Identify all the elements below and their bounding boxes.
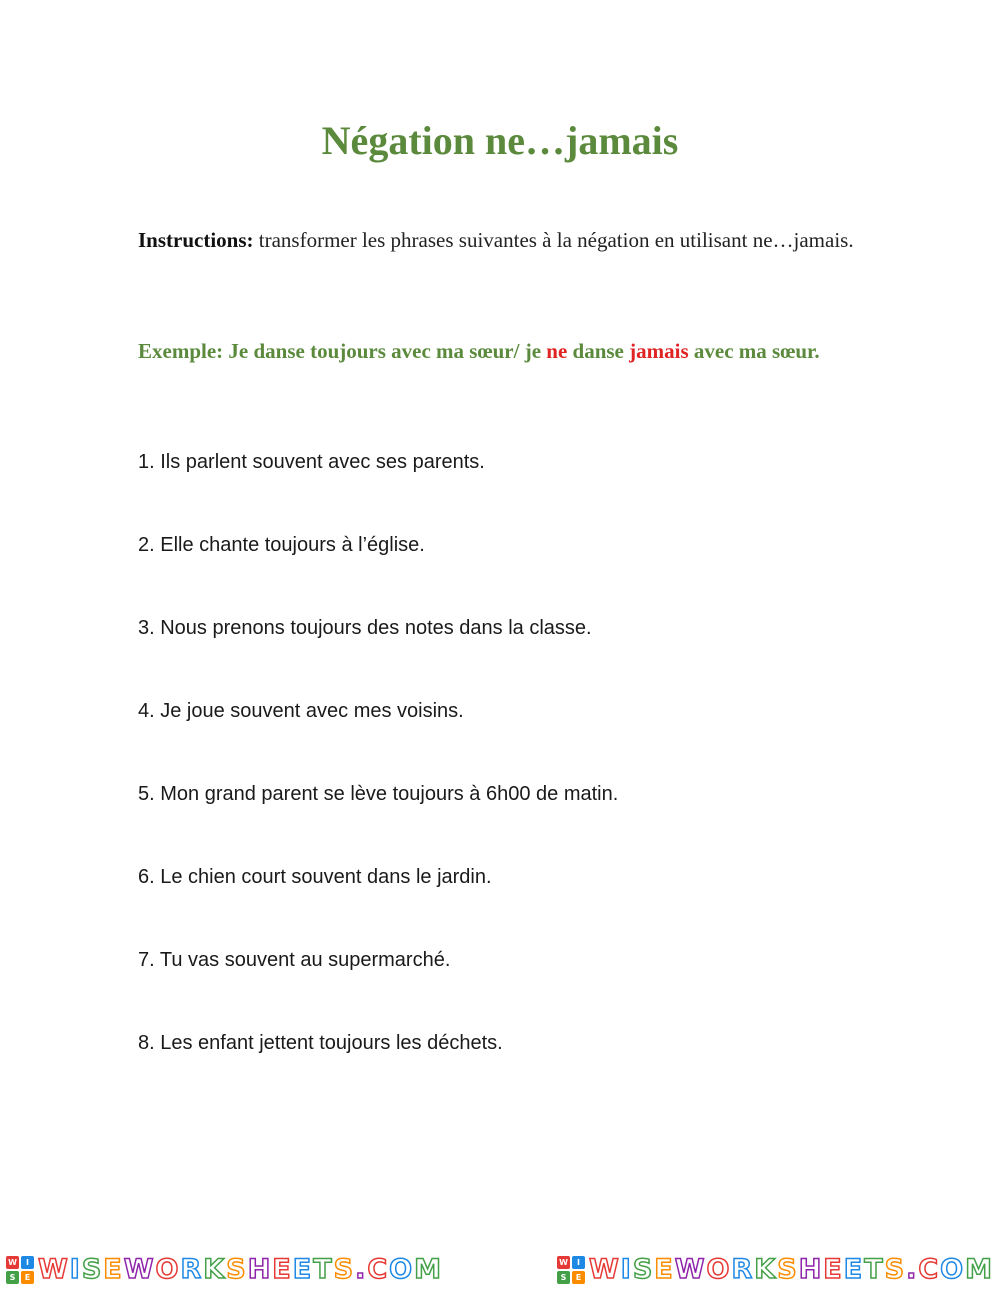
brand-left	[6, 1253, 443, 1287]
exercise-item-5: 5. Mon grand parent se lève toujours à 6h00 de matin.	[138, 783, 619, 805]
brand-wordmark: WISEWORKSHEETS.COM	[38, 1254, 443, 1285]
exercise-item-6: 6. Le chien court souvent dans le jardin.	[138, 866, 492, 888]
logo-icon	[6, 1256, 34, 1284]
example-part-2: danse	[567, 339, 630, 363]
instructions-label: Instructions:	[138, 228, 254, 252]
brand-wordmark: WISEWORKSHEETS.COM	[589, 1254, 994, 1285]
exercise-item-8: 8. Les enfant jettent toujours les déchets.	[138, 1032, 503, 1054]
exercise-item-1: 1. Ils parlent souvent avec ses parents.	[138, 451, 485, 473]
logo-cell: E	[21, 1271, 34, 1284]
logo-icon	[557, 1256, 585, 1284]
logo-cell: E	[572, 1271, 585, 1284]
example-part-1: Exemple: Je danse toujours avec ma sœur/ je	[138, 339, 547, 363]
logo-cell: S	[557, 1271, 570, 1284]
footer-banner	[0, 1252, 1000, 1288]
example-negation-ne: ne	[546, 339, 568, 363]
logo-cell: I	[21, 1256, 34, 1269]
exercise-item-4: 4. Je joue souvent avec mes voisins.	[138, 700, 464, 722]
example-sentence	[138, 337, 868, 366]
page-title: Négation ne…jamais	[321, 118, 679, 163]
example-part-3: avec ma sœur.	[688, 339, 820, 363]
instructions-paragraph	[138, 226, 878, 255]
exercise-item-2: 2. Elle chante toujours à l’église.	[138, 534, 425, 556]
exercise-item-3: 3. Nous prenons toujours des notes dans la classe.	[138, 617, 592, 639]
logo-cell: S	[6, 1271, 19, 1284]
brand-right	[557, 1253, 994, 1287]
logo-cell: W	[6, 1256, 19, 1269]
logo-cell: W	[557, 1256, 570, 1269]
logo-cell: I	[572, 1256, 585, 1269]
exercise-list	[138, 448, 898, 1112]
instructions-text: transformer les phrases suivantes à la négation en utilisant ne…jamais.	[253, 228, 854, 252]
exercise-item-7: 7. Tu vas souvent au supermarché.	[138, 949, 451, 971]
example-negation-jamais: jamais	[629, 339, 689, 363]
